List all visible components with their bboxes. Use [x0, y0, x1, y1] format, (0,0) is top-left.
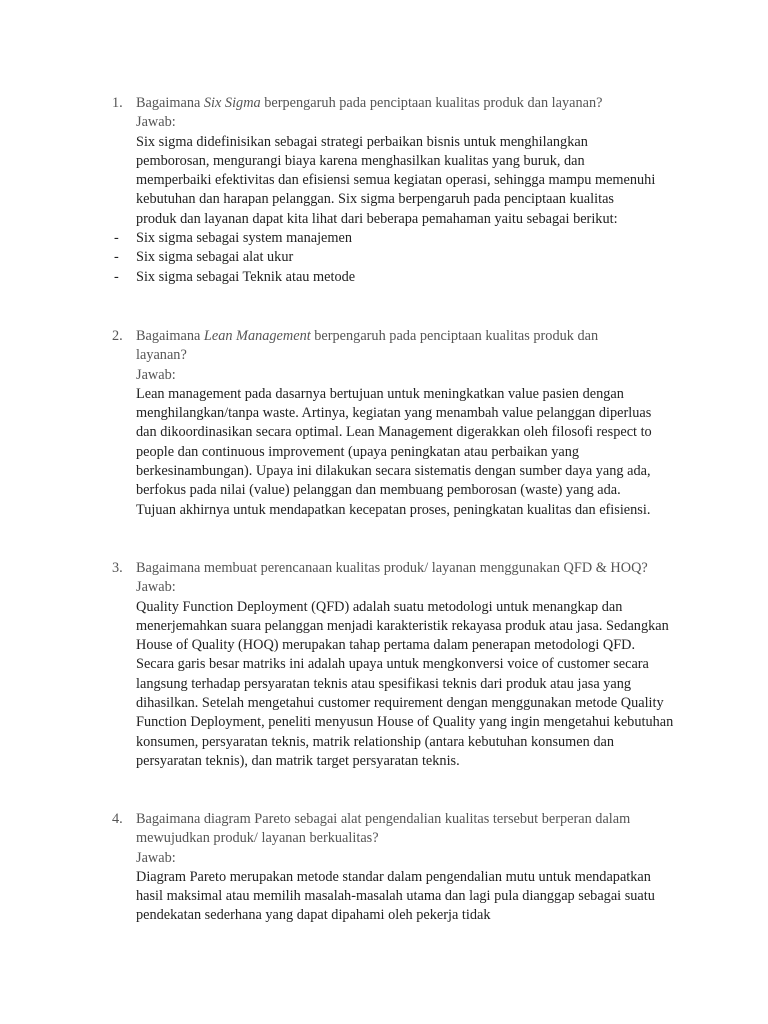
question-3-block	[0, 559, 768, 771]
question-4-answer: Diagram Pareto merupakan metode standar dalam pengendalian mutu untuk mendapatkan hasil maksimal atau memilih masalah-masalah utama dan lagi pula dianggap sebagai suatu pendekatan sederhana yang dapat dipahami oleh pekerja tidak	[136, 868, 655, 924]
question-2-number: 2.	[112, 328, 123, 344]
bullet-dash: -	[114, 249, 119, 266]
question-2-answer-label: Jawab:	[136, 366, 176, 383]
bullet-dash: -	[114, 230, 119, 247]
list-item	[114, 268, 768, 287]
question-3-answer: Quality Function Deployment (QFD) adalah suatu metodologi untuk menangkap dan menerjemahkan suara pelanggan menjadi karakteristik rekayasa produk atau jasa. Sedangkan House of Quality (HOQ) merupakan tahap pertama dalam penerapan metodologi QFD. Secara garis besar matriks ini adalah upaya untuk mengkonversi voice of customer secara langsung terhadap persyaratan teknis atau spesifikasi teknis dari produk atau jasa yang dihasilkan. Setelah mengetahui customer requirement dengan menggunakan metode Quality Function Deployment, peneliti menyusun House of Quality yang ingin mengetahui kebutuhan konsumen, persyaratan teknis, matrik relationship (antara kebutuhan konsumen dan persyaratan teknis), dan matrik target persyaratan teknis.	[136, 598, 674, 769]
question-1-block	[0, 94, 768, 287]
question-2-text-start: Bagaimana	[136, 328, 204, 344]
question-1-term: Six Sigma	[203, 95, 261, 111]
question-1-text-start: Bagaimana	[136, 95, 204, 111]
list-item	[114, 229, 768, 248]
question-1-bullet-list	[0, 229, 768, 287]
question-1-number: 1.	[112, 95, 123, 111]
question-4-text: Bagaimana diagram Pareto sebagai alat pengendalian kualitas tersebut berperan dalam mewujudkan produk/ layanan berkualitas?	[136, 811, 631, 847]
list-item-text: Six sigma sebagai Teknik atau metode	[136, 268, 356, 285]
list-item	[114, 248, 768, 267]
question-2-text	[136, 327, 636, 366]
question-1-answer-label: Jawab:	[136, 114, 176, 131]
question-1-text-end: berpengaruh pada penciptaan kualitas produk dan layanan?	[260, 95, 603, 111]
question-3-answer-label: Jawab:	[136, 579, 176, 596]
list-item-text: Six sigma sebagai alat ukur	[136, 249, 294, 266]
question-2-block	[0, 327, 768, 520]
question-2-term: Lean Management	[203, 328, 311, 344]
question-4-block	[0, 810, 768, 926]
question-4-number: 4.	[112, 811, 123, 827]
list-item-text: Six sigma sebagai system manajemen	[136, 230, 352, 247]
question-1-text	[136, 94, 696, 113]
question-1-answer: Six sigma didefinisikan sebagai strategi perbaikan bisnis untuk menghilangkan pemborosan, mengurangi biaya karena menghasilkan kualitas yang buruk, dan memperbaiki efektivitas dan efisiensi semua kegiatan operasi, sehingga mampu memenuhi kebutuhan dan harapan pelanggan. Six sigma berpengaruh pada penciptaan kualitas produk dan layanan dapat kita lihat dari beberapa pemahaman yaitu sebagai berikut:	[136, 133, 656, 227]
question-3-text: Bagaimana membuat perencanaan kualitas produk/ layanan menggunakan QFD & HOQ?	[136, 560, 648, 576]
question-2-answer: Lean management pada dasarnya bertujuan untuk meningkatkan value pasien dengan menghilangkan/tanpa waste. Artinya, kegiatan yang menambah value pelanggan diperluas dan dikoordinasikan secara optimal. Lean Management digerakkan oleh filosofi respect to people dan continuous improvement (upaya peningkatan atau perbaikan yang berkesinambungan). Upaya ini dilakukan secara sistematis dengan sumber daya yang ada, berfokus pada nilai (value) pelanggan dan membuang pemborosan (waste) yang ada. Tujuan akhirnya untuk mendapatkan kecepatan proses, peningkatan kualitas dan efisiensi.	[136, 385, 652, 518]
question-3-number: 3.	[112, 560, 123, 576]
question-4-answer-label: Jawab:	[136, 849, 176, 866]
question-2-text-end: berpengaruh pada penciptaan kualitas produk dan layanan?	[136, 328, 599, 364]
bullet-dash: -	[114, 268, 119, 285]
